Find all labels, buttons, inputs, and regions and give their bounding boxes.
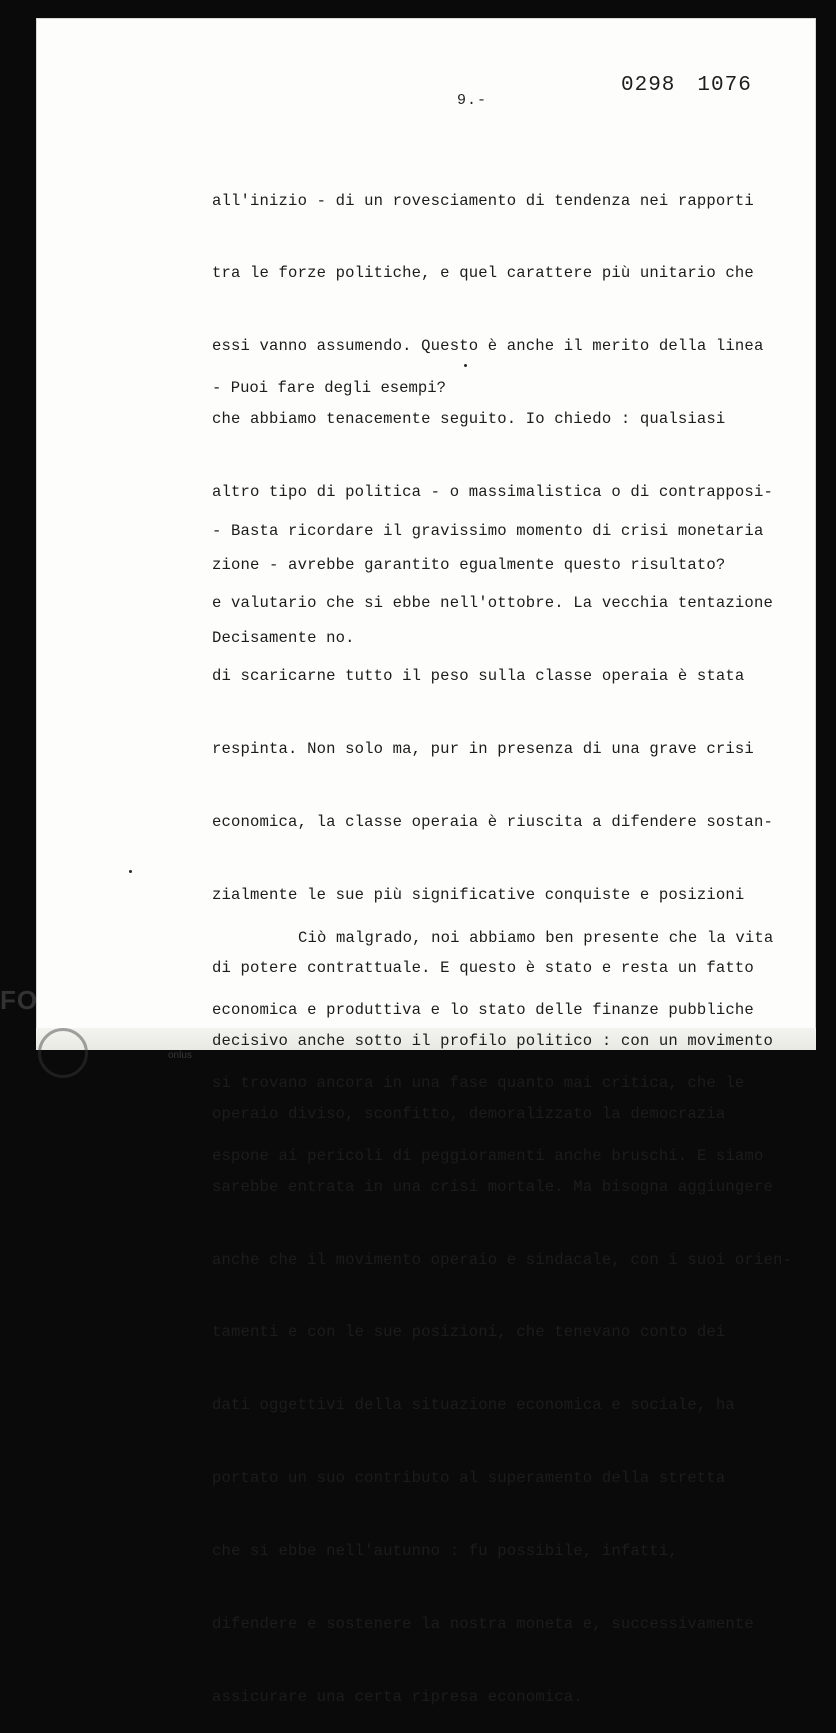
text-line: all'inizio - di un rovesciamento di tendenza nei rapporti (212, 191, 754, 210)
text-line: assicurare una certa ripresa economica. (212, 1687, 583, 1706)
interview-question: - Puoi fare degli esempi? (212, 379, 446, 397)
answer-paragraph-3 (212, 877, 773, 1193)
text-line: essi vanno assumendo. Questo è anche il merito della linea (212, 337, 764, 356)
text-line: e valutario che si ebbe nell'ottobre. La vecchia tentazione (212, 594, 773, 613)
text-line: portato un suo contributo al superamento della stretta (212, 1469, 726, 1488)
ink-speck (129, 870, 132, 873)
text-line: - Basta ricordare il gravissimo momento di crisi monetaria (212, 521, 764, 540)
text-line: tra le forze politiche, e quel carattere più unitario che (212, 264, 754, 283)
archive-stamp (621, 74, 752, 97)
text-line: altro tipo di politica - o massimalistica o di contrapposi- (212, 483, 773, 502)
text-line: tamenti e con le sue posizioni, che tenevano conto dei (212, 1323, 726, 1342)
page-number: 9.- (457, 92, 488, 109)
text-line: Ciò malgrado, noi abbiamo ben presente che la vita (298, 928, 774, 947)
text-line: respinta. Non solo ma, pur in presenza di una grave crisi (212, 740, 754, 759)
text-line: zialmente le sue più significative conquiste e posizioni (212, 886, 745, 905)
watermark-ring-icon (38, 1028, 88, 1078)
text-line: economica e produttiva e lo stato delle finanze pubbliche (212, 1001, 754, 1020)
text-line: che abbiamo tenacemente seguito. Io chiedo : qualsiasi (212, 410, 726, 429)
text-line: operaio diviso, sconfitto, demoralizzato la democrazia (212, 1104, 726, 1123)
text-line: dati oggettivi della situazione economica e sociale, ha (212, 1396, 735, 1415)
text-line: zione - avrebbe garantito egualmente questo risultato? (212, 556, 726, 575)
archive-code-1: 0298 (621, 74, 676, 97)
text-line: decisivo anche sotto il profilo politico : con un movimento (212, 1031, 773, 1050)
text-line: difendere e sostenere la nostra moneta e, successivamente (212, 1614, 754, 1633)
text-line: di scaricarne tutto il peso sulla classe operaia è stata (212, 667, 745, 686)
archive-code-2: 1076 (697, 74, 752, 97)
text-line: espone ai pericoli di peggioramenti anche bruschi. E siamo (212, 1147, 764, 1166)
text-line: che si ebbe nell'autunno : fu possibile, infatti, (212, 1542, 678, 1561)
watermark-logo: FO (0, 985, 39, 1015)
text-line: anche che il movimento operaio e sindacale, con i suoi orien- (212, 1250, 792, 1269)
text-line: economica, la classe operaia è riuscita a difendere sostan- (212, 813, 773, 832)
text-line: Decisamente no. (212, 628, 355, 647)
ink-speck (464, 364, 467, 367)
text-line: si trovano ancora in una fase quanto mai critica, che le (212, 1074, 745, 1093)
watermark-subtext: onlus (168, 1050, 192, 1061)
text-line: di potere contrattuale. E questo è stato e resta un fatto (212, 958, 754, 977)
text-line: sarebbe entrata in una crisi mortale. Ma bisogna aggiungere (212, 1177, 773, 1196)
